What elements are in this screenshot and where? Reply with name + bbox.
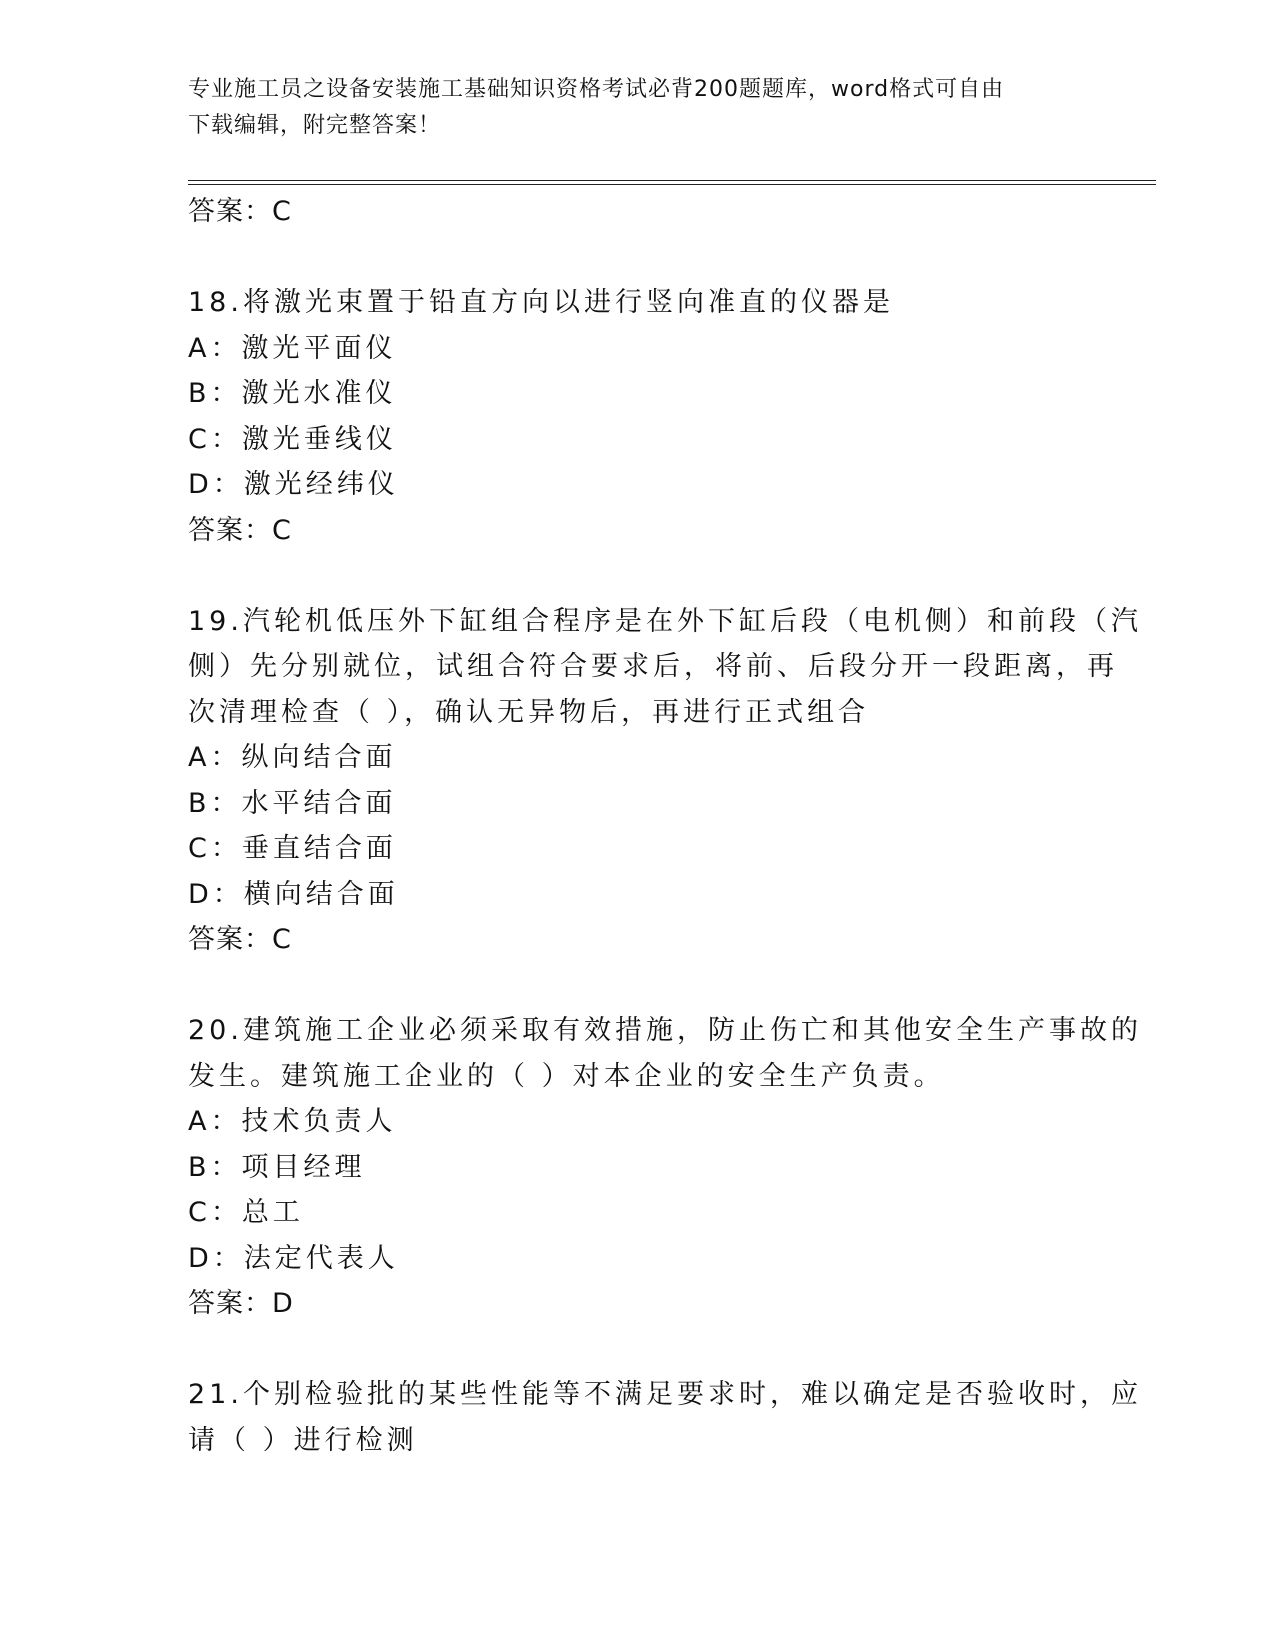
question-text-line: 20.建筑施工企业必须采取有效措施，防止伤亡和其他安全生产事故的 (188, 1015, 1142, 1046)
previous-answer: 答案：C (188, 196, 292, 227)
header-line-1: 专业施工员之设备安装施工基础知识资格考试必背200题题库，word格式可自由 (188, 77, 1005, 102)
question-20 (188, 1008, 1142, 1327)
spacer (188, 235, 1088, 281)
document-body (188, 189, 1142, 1463)
option-a: A：技术负责人 (188, 1106, 397, 1137)
option-d: D：法定代表人 (188, 1242, 399, 1274)
option-b: B：激光水准仪 (188, 378, 397, 409)
header-divider-bottom (188, 184, 1156, 185)
question-text-line: 请（ ）进行检测 (188, 1424, 418, 1456)
question-19 (188, 599, 1142, 963)
option-c: C：激光垂线仪 (188, 423, 397, 455)
option-c: C：垂直结合面 (188, 833, 397, 864)
option-d: D：横向结合面 (188, 878, 399, 910)
question-text-line: 19.汽轮机低压外下缸组合程序是在外下缸后段（电机侧）和前段（汽 (188, 605, 1142, 637)
question-text-line: 侧）先分别就位，试组合符合要求后，将前、后段分开一段距离，再 (188, 651, 1118, 682)
option-c: C：总工 (188, 1197, 304, 1228)
question-18 (188, 280, 1088, 553)
question-text-line: 21.个别检验批的某些性能等不满足要求时，难以确定是否验收时，应 (188, 1379, 1142, 1410)
option-b: B：水平结合面 (188, 787, 397, 819)
option-a: A：纵向结合面 (188, 742, 397, 773)
spacer (188, 553, 1088, 599)
option-a: A：激光平面仪 (188, 332, 397, 364)
answer: 答案：C (188, 924, 292, 955)
question-21 (188, 1372, 1142, 1463)
document-header (188, 72, 1068, 144)
spacer (188, 1327, 1088, 1373)
question-text-line: 次清理检查（ ），确认无异物后，再进行正式组合 (188, 696, 870, 728)
question-text-line: 发生。建筑施工企业的（ ）对本企业的安全生产负责。 (188, 1060, 945, 1092)
question-text-line: 18.将激光束置于铅直方向以进行竖向准直的仪器是 (188, 287, 894, 318)
answer: 答案：C (188, 514, 292, 546)
option-b: B：项目经理 (188, 1151, 366, 1183)
option-d: D：激光经纬仪 (188, 469, 399, 500)
header-divider-top (188, 180, 1156, 181)
answer: 答案：D (188, 1288, 294, 1319)
spacer (188, 963, 1088, 1009)
header-line-2: 下载编辑，附完整答案！ (188, 113, 442, 138)
